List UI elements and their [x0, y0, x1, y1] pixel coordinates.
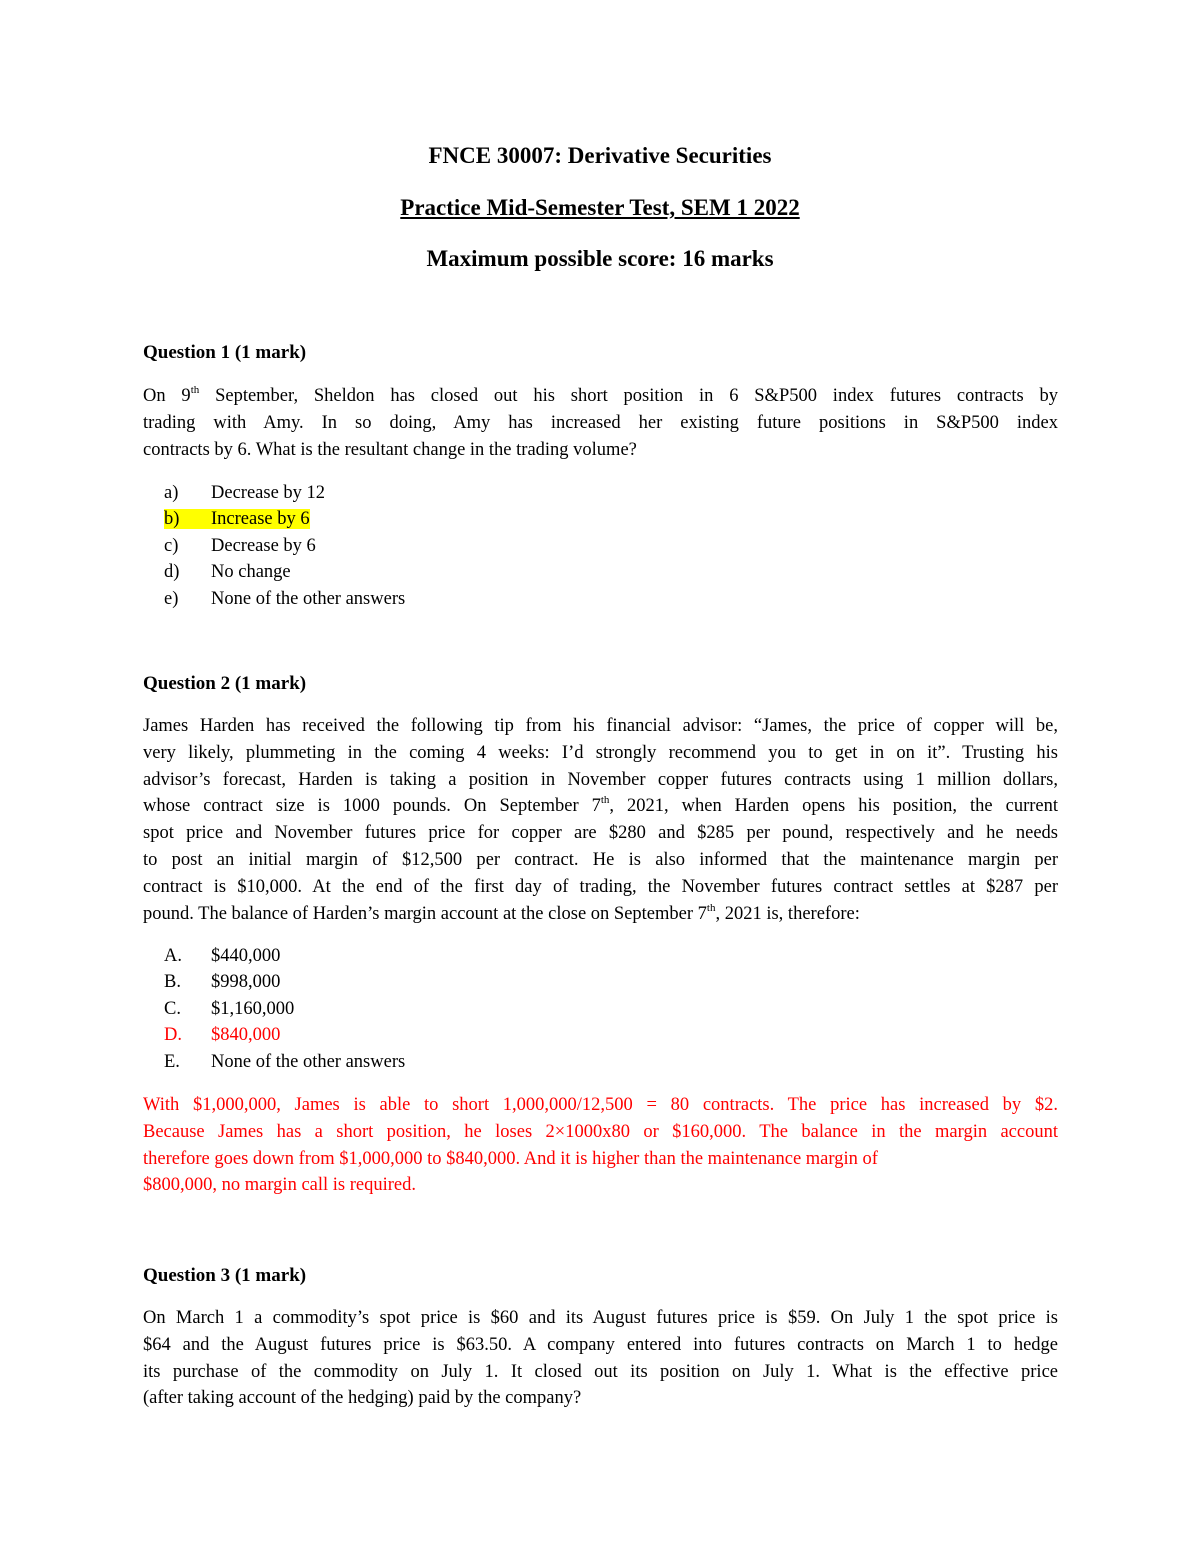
explanation-line: With $1,000,000, James is able to short 1,000,000/12,500 = 80 contracts. The price has increased by $2. [143, 1095, 1058, 1115]
question-2-line: contract is $10,000. At the end of the first day of trading, the November futures contract settles at $287 per [143, 876, 1058, 897]
question-1-line: On 9th September, Sheldon has closed out his short position in 6 S&P500 index futures contracts by [143, 384, 1058, 406]
option-e: E. None of the other answers [164, 1051, 406, 1072]
question-3-line: On March 1 a commodity’s spot price is $60 and its August futures price is $59. On July 1 the spot price is [143, 1308, 1058, 1328]
question-3-line: its purchase of the commodity on July 1. It closed out its position on July 1. What is the effective price [143, 1361, 1058, 1382]
course-title: FNCE 30007: Derivative Securities [428, 143, 772, 168]
question-1-line: contracts by 6. What is the resultant change in the trading volume? [143, 439, 637, 460]
option-d: d) No change [164, 562, 291, 583]
option-a: a) Decrease by 12 [164, 483, 326, 503]
option-c: c) Decrease by 6 [164, 535, 316, 556]
option-c: C. $1,160,000 [164, 998, 295, 1019]
explanation-line: therefore goes down from $1,000,000 to $840,000. And it is higher than the maintenance margin of [143, 1148, 878, 1169]
question-1-text [143, 383, 1058, 463]
option-e: e) None of the other answers [164, 588, 406, 609]
question-2-line: whose contract size is 1000 pounds. On September 7th, 2021, when Harden opens his position, the current [143, 794, 1058, 817]
question-2-marks: (1 mark) [234, 673, 307, 694]
question-2-heading [143, 672, 306, 696]
question-2-line: pound. The balance of Harden’s margin account at the close on September 7th, 2021 is, therefore: [143, 901, 860, 924]
option-d-answer: D. $840,000 [164, 1025, 281, 1046]
question-1-options [164, 480, 405, 612]
question-2-title: Question 2 [143, 673, 231, 694]
question-1-title: Question 1 [143, 342, 231, 363]
question-2-line: very likely, plummeting in the coming 4 weeks: I’d strongly recommend you to get in on it”. Trusting his [143, 742, 1058, 763]
option-b-highlighted: b) Increase by 6 [164, 509, 310, 530]
test-title: Practice Mid-Semester Test, SEM 1 2022 [400, 195, 800, 220]
question-3-line: $64 and the August futures price is $63.50. A company entered into futures contracts on March 1 to hedge [143, 1334, 1058, 1355]
question-2-options [164, 943, 405, 1075]
question-1-line: trading with Amy. In so doing, Amy has increased her existing future positions in S&P500 index [143, 412, 1058, 433]
question-3-heading [143, 1264, 306, 1288]
question-2-explanation [143, 1092, 1058, 1199]
max-score-heading: Maximum possible score: 16 marks [426, 246, 774, 271]
question-2-text [143, 713, 1058, 927]
question-3-text [143, 1305, 1058, 1412]
question-2-line: spot price and November futures price for copper are $280 and $285 per pound, respectively and he needs [143, 823, 1058, 844]
question-2-line: advisor’s forecast, Harden is taking a position in November copper futures contracts using 1 million dollars, [143, 769, 1058, 790]
question-2-line: to post an initial margin of $12,500 per contract. He is also informed that the maintenance margin per [143, 849, 1058, 870]
explanation-line: $800,000, no margin call is required. [143, 1175, 416, 1196]
explanation-line: Because James has a short position, he loses 2×1000x80 or $160,000. The balance in the margin account [143, 1121, 1058, 1142]
question-3-marks: (1 mark) [234, 1265, 307, 1286]
question-3-line: (after taking account of the hedging) paid by the company? [143, 1388, 582, 1409]
question-3-title: Question 3 [143, 1265, 231, 1286]
question-1-heading [143, 341, 306, 365]
option-b: B. $998,000 [164, 972, 281, 993]
question-1-marks: (1 mark) [234, 342, 307, 363]
option-a: A. $440,000 [164, 946, 281, 966]
question-2-line: James Harden has received the following tip from his financial advisor: “James, the price of copper will be, [143, 716, 1058, 736]
